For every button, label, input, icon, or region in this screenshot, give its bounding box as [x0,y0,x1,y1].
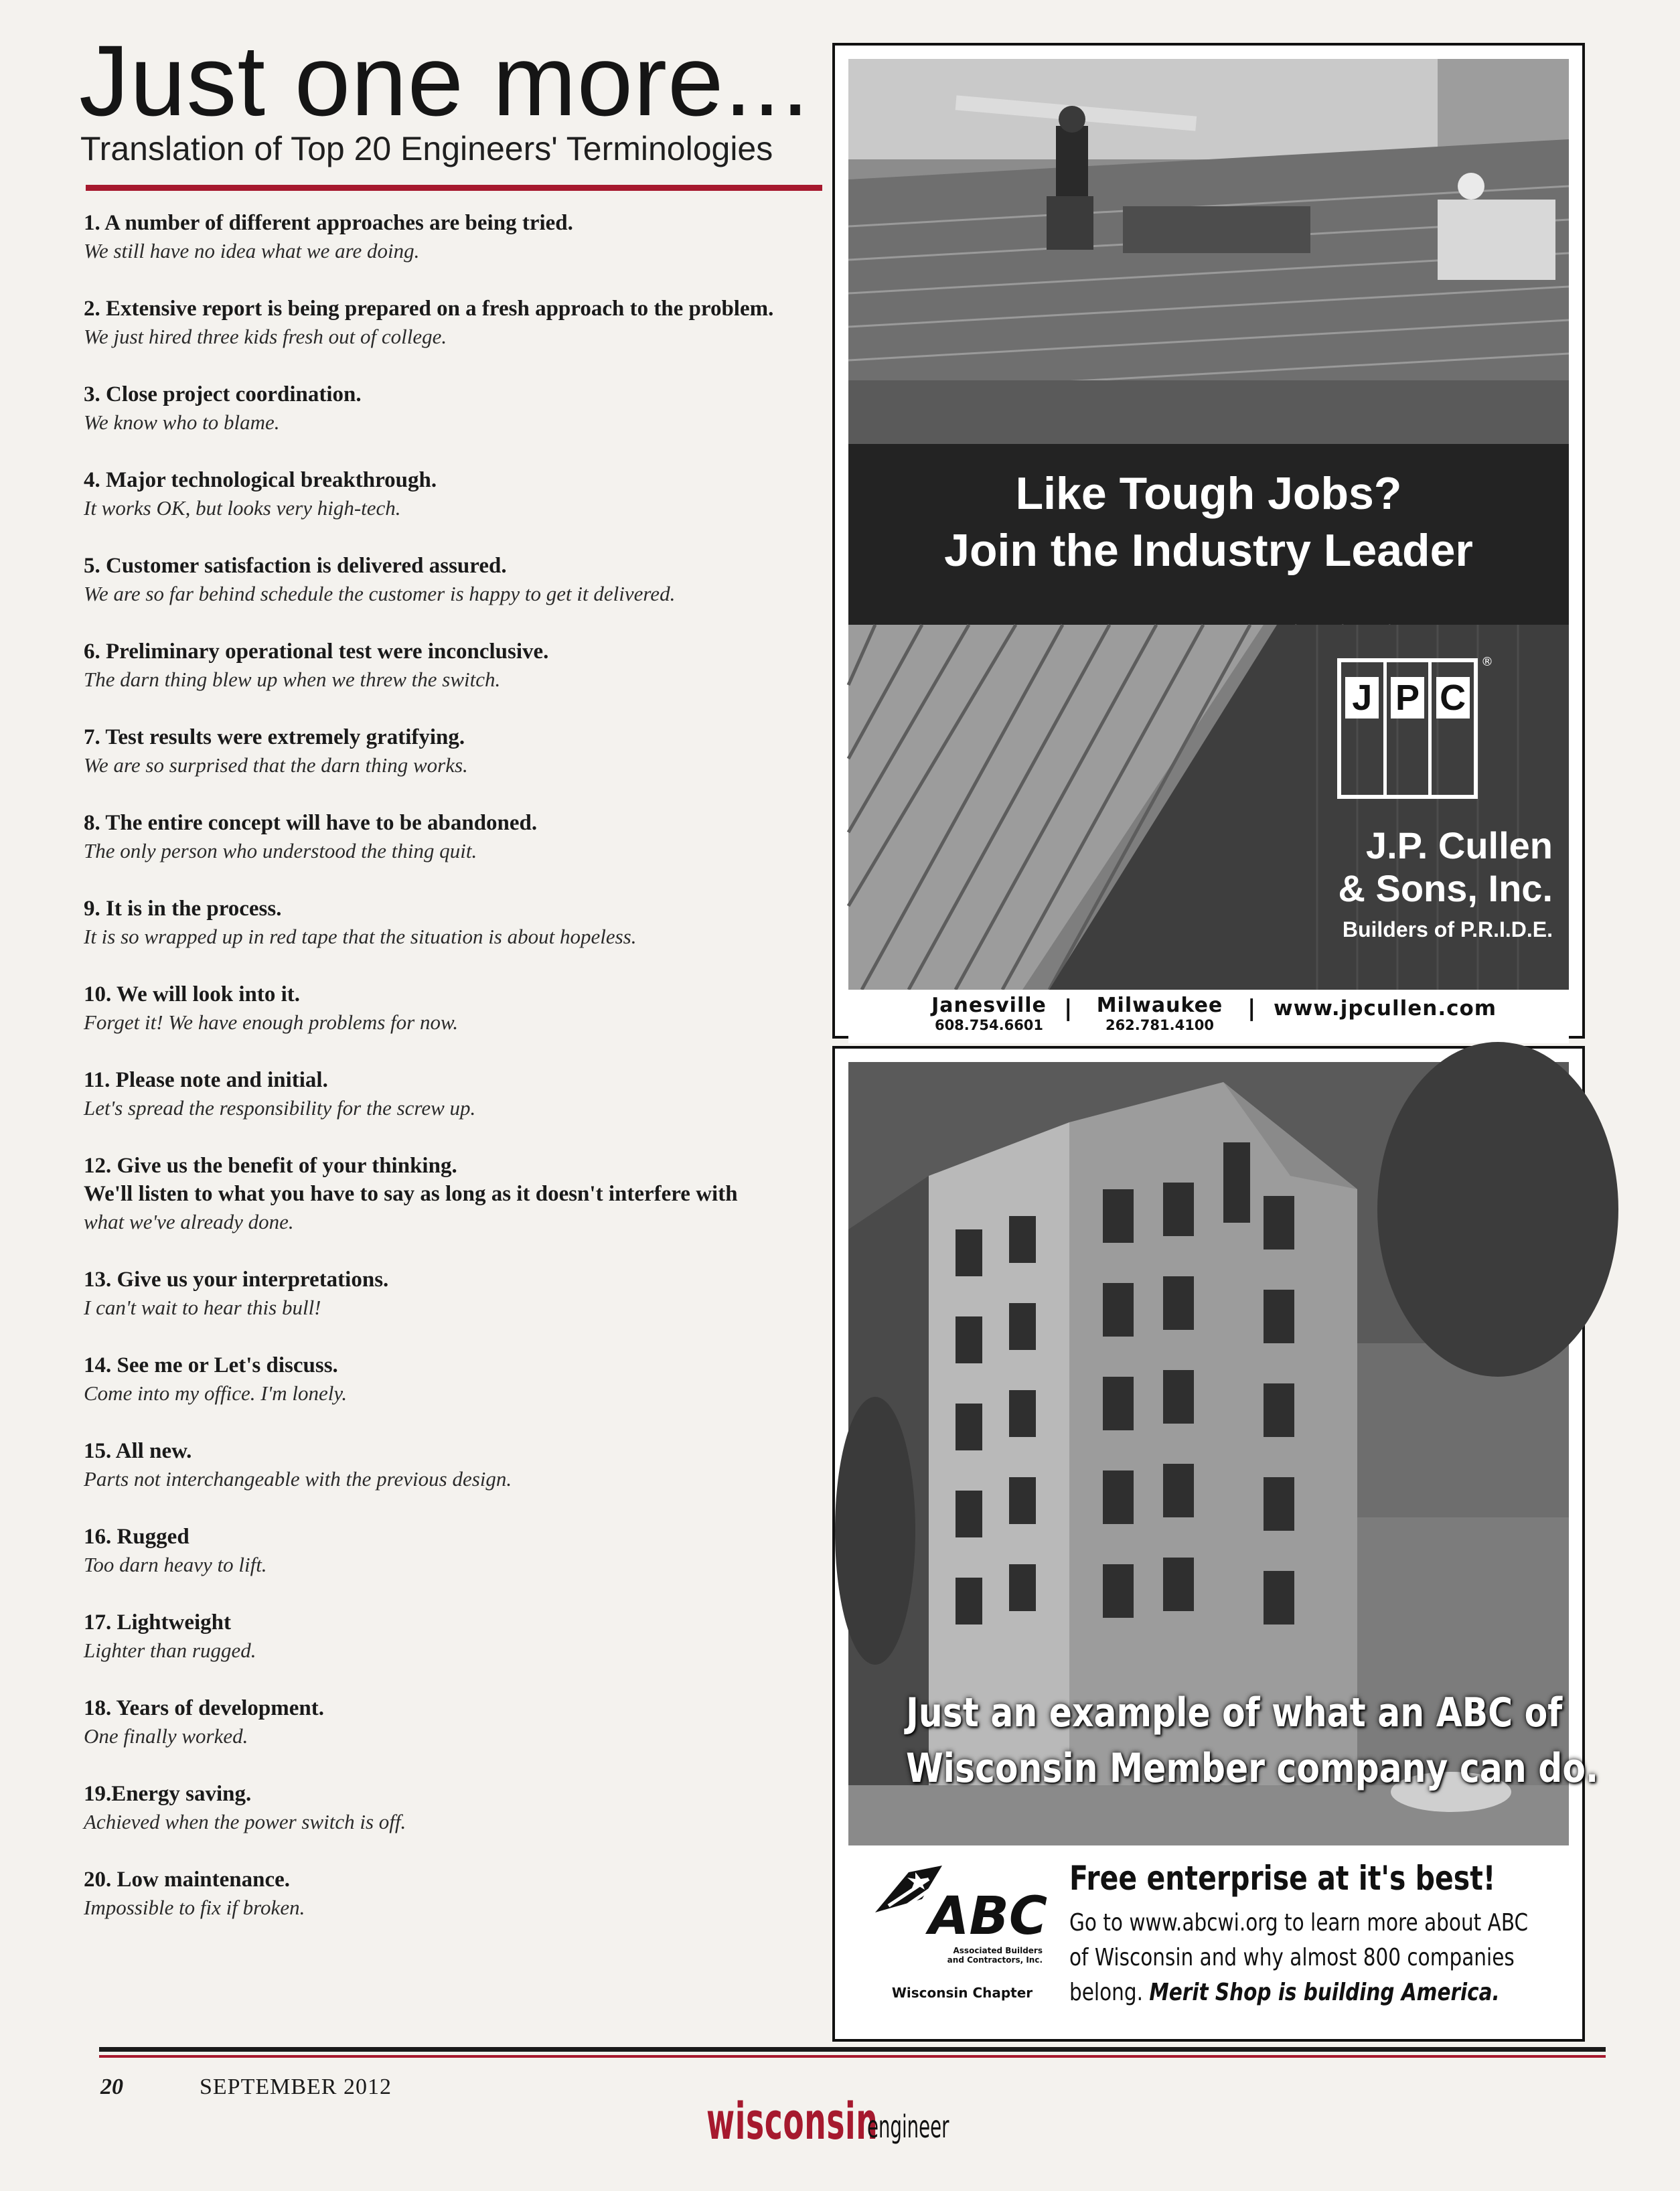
title-divider [86,185,822,191]
term-phrase-text: 17. Lightweight [84,1610,232,1635]
abc-body-line1: Go to www.abcwi.org to learn more about ABC [1069,1909,1529,1937]
term-meaning: We are so far behind schedule the customer is happy to get it delivered. [84,582,676,605]
jpc-logo [1337,658,1478,799]
term-meaning: what we've already done. [84,1210,294,1233]
jpc-logo-letter: C [1436,677,1470,719]
abc-body-text [1069,1906,1529,2010]
abc-association-name [915,1946,1043,1965]
magazine-logo-word2: engineer [867,2109,949,2145]
term-meaning: It is so wrapped up in red tape that the situation is about hopeless. [84,925,637,948]
term-phrase-text: 6. Preliminary operational test were inconclusive. [84,639,549,664]
term-meaning: Parts not interchangeable with the previous design. [84,1467,512,1491]
term-meaning: We still have no idea what we are doing. [84,239,420,262]
term-phrase [84,1066,827,1094]
term-phrase [84,380,827,408]
term-item [84,552,827,608]
term-phrase [84,295,827,323]
jpc-logo-letter: P [1391,677,1424,719]
abc-merit-shop-tagline: Merit Shop is building America. [1149,1979,1500,2006]
contact-separator: | [1064,995,1073,1022]
term-phrase-text: 3. Close project coordination. [84,382,362,406]
term-item [84,1066,827,1122]
magazine-logo-word1: wisconsin [706,2091,879,2151]
abc-chapter: Wisconsin Chapter [891,1985,1033,2001]
term-item [84,1866,827,1922]
term-phrase [84,1780,827,1808]
term-phrase-text: 5. Customer satisfaction is delivered assured. [84,554,507,578]
term-phrase [84,637,827,666]
term-phrase [84,1437,827,1465]
jpc-tagline: Builders of P.R.I.D.E. [1342,917,1553,941]
jpc-advertisement [832,43,1585,1039]
office-city: Janesville [931,994,1047,1017]
office-city: Milwaukee [1096,994,1223,1017]
term-phrase [84,1351,827,1379]
term-phrase [84,1266,827,1294]
term-meaning: Come into my office. I'm lonely. [84,1381,348,1405]
term-item [84,295,827,351]
abc-headline-line1: Just an example of what an ABC of [906,1689,1563,1736]
term-phrase [84,723,827,751]
term-item [84,1152,827,1236]
term-item [84,209,827,265]
term-meaning: We know who to blame. [84,410,280,434]
term-phrase [84,895,827,923]
term-phrase-continuation: We'll listen to what you have to say as long as it doesn't interfere with [84,1182,738,1206]
term-meaning: I can't wait to hear this bull! [84,1296,321,1319]
term-phrase-text: 20. Low maintenance. [84,1868,290,1892]
term-phrase-text: 10. We will look into it. [84,982,301,1006]
term-item [84,980,827,1037]
term-item [84,1608,827,1665]
term-phrase [84,466,827,494]
term-phrase-text: 2. Extensive report is being prepared on a fresh approach to the problem. [84,297,774,321]
term-meaning: It works OK, but looks very high-tech. [84,496,401,520]
term-meaning: Too darn heavy to lift. [84,1553,267,1576]
abc-body-line3 [1069,1975,1509,2010]
term-phrase [84,809,827,837]
abc-body-line2: of Wisconsin and why almost 800 companies [1069,1944,1515,1971]
term-phrase [84,980,827,1008]
term-phrase [84,1608,827,1637]
term-meaning: Achieved when the power switch is off. [84,1810,406,1833]
term-phrase-text: 9. It is in the process. [84,897,282,921]
abc-body-line3-prefix: belong. [1069,1979,1143,2006]
term-item [84,380,827,437]
term-item [84,637,827,694]
abc-logo [868,1859,1048,1947]
term-item [84,1266,827,1322]
contact-separator: | [1247,995,1256,1022]
office-phone: 262.781.4100 [1105,1017,1215,1033]
term-phrase-text: 1. A number of different approaches are being tried. [84,211,573,235]
abc-advertisement [832,1046,1599,2042]
term-item [84,1780,827,1836]
abc-headline-line2: Wisconsin Member company can do. [906,1745,1599,1792]
term-item [84,1437,827,1493]
term-phrase [84,1866,827,1894]
term-meaning: Forget it! We have enough problems for now. [84,1010,459,1034]
term-meaning: We are so surprised that the darn thing works. [84,753,468,777]
term-meaning: We just hired three kids fresh out of college. [84,325,447,348]
jpc-office-milwaukee [1083,994,1237,1033]
jpc-company-name-line2: & Sons, Inc. [1338,867,1553,909]
term-phrase-text: 4. Major technological breakthrough. [84,468,437,492]
term-phrase [84,1694,827,1722]
jpc-website-link[interactable]: www.jpcullen.com [1274,996,1497,1021]
term-phrase-text: 15. All new. [84,1439,192,1463]
magazine-logo [706,2091,1014,2165]
term-item [84,895,827,951]
abc-logo-text: ABC [929,1886,1048,1947]
term-phrase-text: 11. Please note and initial. [84,1068,328,1092]
jpc-headline-line1: Like Tough Jobs? [1015,468,1402,519]
page-number: 20 [100,2074,123,2099]
term-phrase-text: 14. See me or Let's discuss. [84,1353,338,1377]
term-meaning: The only person who understood the thing quit. [84,839,477,862]
term-meaning: Impossible to fix if broken. [84,1896,305,1919]
jpc-contact-bar [848,990,1569,1043]
term-item [84,1694,827,1750]
term-meaning: Lighter than rugged. [84,1639,256,1662]
term-phrase-text: 12. Give us the benefit of your thinking. [84,1154,457,1178]
association-line1: Associated Builders [953,1946,1043,1955]
jpc-headline-line2: Join the Industry Leader [944,525,1473,576]
term-meaning: Let's spread the responsibility for the screw up. [84,1096,476,1120]
term-item [84,723,827,779]
term-phrase [84,1523,827,1551]
association-line2: and Contractors, Inc. [947,1955,1043,1965]
terminology-list [84,209,827,1951]
abc-slogan: Free enterprise at it's best! [1069,1859,1496,1898]
term-item [84,1351,827,1408]
term-phrase-text: 13. Give us your interpretations. [84,1268,389,1292]
office-phone: 608.754.6601 [934,1017,1044,1033]
registered-mark: ® [1481,655,1493,669]
page-title: Just one more... [79,24,810,137]
jpc-logo-letter: J [1345,677,1379,719]
page-subtitle: Translation of Top 20 Engineers' Terminologies [80,130,773,167]
term-item [84,466,827,522]
term-phrase-text: 19.Energy saving. [84,1782,252,1806]
construction-worker-photo [848,59,1569,444]
term-item [84,1523,827,1579]
term-phrase-text: 7. Test results were extremely gratifying. [84,725,465,749]
issue-date: SEPTEMBER 2012 [200,2074,392,2099]
abc-info-panel [848,1845,1569,2030]
footer-divider-accent [99,2055,1606,2058]
term-meaning: One finally worked. [84,1724,248,1748]
term-phrase-text: 16. Rugged [84,1525,189,1549]
term-phrase-text: 18. Years of development. [84,1696,324,1720]
term-phrase [84,209,827,237]
jpc-office-janesville [922,994,1056,1033]
footer-divider [99,2047,1606,2052]
jpc-company-name-line1: J.P. Cullen [1365,824,1553,866]
term-phrase [84,1152,827,1208]
term-phrase-text: 8. The entire concept will have to be abandoned. [84,811,538,835]
term-meaning: The darn thing blew up when we threw the switch. [84,668,501,691]
term-item [84,809,827,865]
term-phrase [84,552,827,580]
